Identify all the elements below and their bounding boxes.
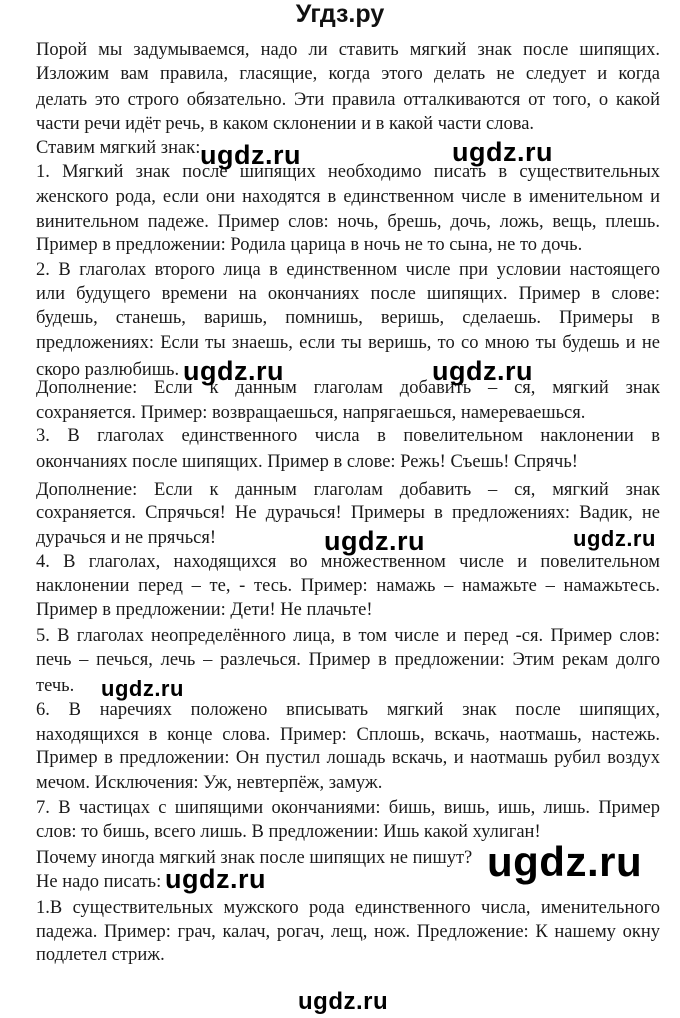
text-line: 3. В глаголах единственного числа в повелительном наклонении в bbox=[36, 426, 660, 446]
watermark: ugdz.ru bbox=[101, 676, 184, 701]
watermark: ugdz.ru bbox=[487, 838, 643, 885]
text-line: будешь, станешь, варишь, помнишь, веришь, сделаешь. Примеры в bbox=[36, 308, 660, 328]
watermark: ugdz.ru bbox=[200, 140, 301, 170]
text-line: женского рода, если они находятся в единственном числе в именительном и bbox=[36, 187, 660, 207]
text-line: 5. В глаголах неопределённого лица, в том числе и перед -ся. Пример слов: bbox=[36, 626, 660, 646]
text-line: 1.В существительных мужского рода единственного числа, именительного bbox=[36, 898, 660, 918]
text-line: Пример в предложении: Родила царица в ночь не то сына, не то дочь. bbox=[36, 235, 583, 255]
text-line: сохраняется. Пример: возвращаешься, напрягаешься, намереваешься. bbox=[36, 403, 586, 423]
text-line: Изложим вам правила, гласящие, когда этого делать не следует и когда bbox=[36, 64, 660, 84]
text-line: Почему иногда мягкий знак после шипящих не пишут? bbox=[36, 848, 473, 868]
watermark: ugdz.ru bbox=[183, 356, 284, 386]
text-line: 1. Мягкий знак после шипящих необходимо писать в существительных bbox=[36, 162, 660, 182]
text-line: Пример в предложении: Он пустил лошадь вскачь, и наотмашь рубил воздух bbox=[36, 748, 660, 768]
text-line: наклонении перед – те, - тесь. Пример: намажь – намажьте – намажьтесь. bbox=[36, 576, 660, 596]
text-line: сохраняется. Спрячься! Не дурачься! Примеры в предложениях: Вадик, не bbox=[36, 503, 660, 523]
text-line: Ставим мягкий знак: bbox=[36, 138, 201, 158]
text-line: скоро разлюбишь. bbox=[36, 360, 180, 380]
text-line: Дополнение: Если к данным глаголам добавить – ся, мягкий знак bbox=[36, 378, 660, 398]
page-title: Угдз.ру bbox=[295, 0, 385, 28]
text-line: части речи идёт речь, в каком склонении и в какой части слова. bbox=[36, 114, 535, 134]
text-line: предложениях: Если ты знаешь, если ты веришь, то со мною ты будешь и не bbox=[36, 333, 660, 353]
text-line: 7. В частицах с шипящими окончаниями: бишь, вишь, ишь, лишь. Пример bbox=[36, 798, 660, 818]
text-line: Порой мы задумываемся, надо ли ставить мягкий знак после шипящих. bbox=[36, 40, 660, 60]
text-line: Пример в предложении: Дети! Не плачьте! bbox=[36, 600, 373, 620]
watermark: ugdz.ru bbox=[452, 137, 553, 167]
text-line: 4. В глаголах, находящихся во множественном числе и повелительном bbox=[36, 552, 660, 572]
text-line: мечом. Исключения: Уж, невтерпёж, замуж. bbox=[36, 773, 383, 793]
text-line: подлетел стриж. bbox=[36, 945, 165, 965]
text-line: делать это строго обязательно. Эти правила отталкиваются от того, о какой bbox=[36, 90, 660, 110]
text-line: находящихся в конце слова. Пример: Сплошь, вскачь, наотмашь, настежь. bbox=[36, 725, 660, 745]
text-line: или будущего времени на окончаниях после шипящих. Пример в слове: bbox=[36, 284, 660, 304]
text-line: течь. bbox=[36, 676, 75, 696]
text-line: 2. В глаголах второго лица в единственном числе при условии настоящего bbox=[36, 260, 660, 280]
watermark: ugdz.ru bbox=[165, 864, 266, 894]
text-line: падежа. Пример: грач, калач, рогач, лещ, нож. Предложение: К нашему окну bbox=[36, 922, 660, 942]
text-line: Дополнение: Если к данным глаголам добавить – ся, мягкий знак bbox=[36, 480, 660, 500]
text-line: окончаниях после шипящих. Пример в слове: Режь! Съешь! Спрячь! bbox=[36, 452, 578, 472]
watermark: ugdz.ru bbox=[432, 356, 533, 386]
watermark: ugdz.ru bbox=[324, 526, 425, 556]
text-line: слов: то бишь, всего лишь. В предложении: Ишь какой хулиган! bbox=[36, 822, 541, 842]
text-line: печь – печься, лечь – разлечься. Пример в предложении: Этим рекам долго bbox=[36, 650, 660, 670]
text-line: 6. В наречиях положено вписывать мягкий знак после шипящих, bbox=[36, 700, 660, 720]
text-line: Не надо писать: bbox=[36, 872, 162, 892]
text-line: дурачься и не прячься! bbox=[36, 528, 217, 548]
watermark: ugdz.ru bbox=[573, 526, 656, 551]
footer-watermark: ugdz.ru bbox=[298, 988, 389, 1015]
text-line: винительном падеже. Пример слов: ночь, брешь, дочь, ложь, вещь, плешь. bbox=[36, 212, 660, 232]
